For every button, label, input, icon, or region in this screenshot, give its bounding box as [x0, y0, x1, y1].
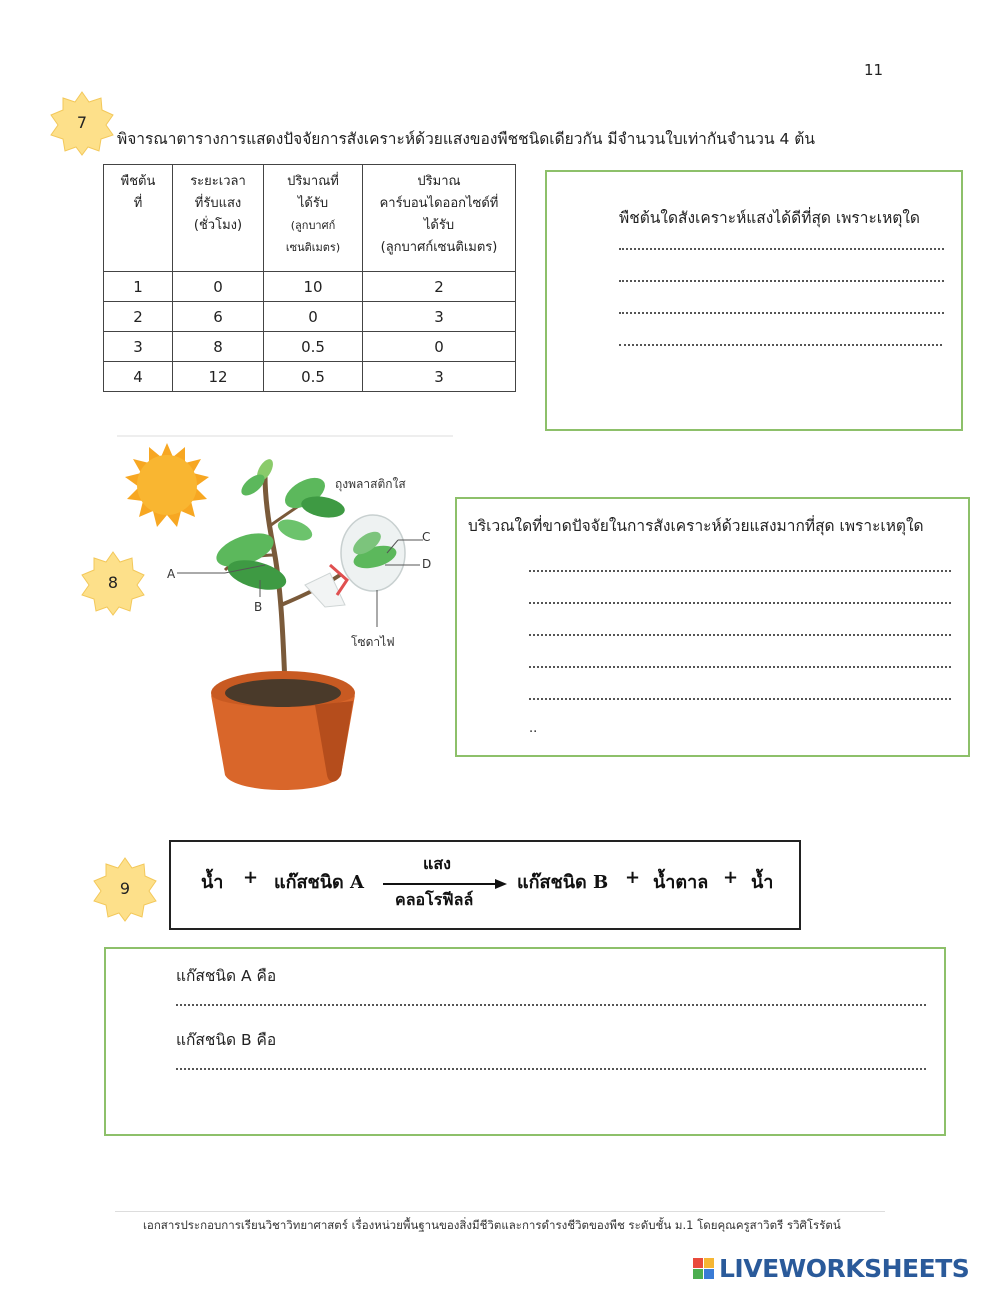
gas-a-answer-line[interactable] — [176, 1003, 926, 1006]
caustic-soda-label: โซดาไฟ — [351, 635, 395, 649]
question-7-number: 7 — [76, 113, 88, 132]
sun-icon — [125, 443, 209, 527]
logo-square-icon — [693, 1269, 703, 1279]
table-cell: 2 — [104, 302, 173, 332]
equation-plus: + — [723, 867, 739, 888]
question-8-number: 8 — [107, 573, 119, 592]
logo-square-icon — [693, 1258, 703, 1268]
header-line: (ลูกบาศก์เซนติเมตร) — [380, 240, 498, 255]
table-cell: 0 — [264, 302, 363, 332]
logo-text: LIVEWORKSHEETS — [719, 1254, 970, 1283]
table-cell: 10 — [264, 272, 363, 302]
answer-line[interactable] — [619, 343, 942, 346]
table-header-co2 — [363, 165, 516, 272]
equation-sugar: น้ำตาล — [653, 872, 709, 893]
table-row — [104, 332, 516, 362]
table-cell: 12 — [173, 362, 264, 392]
answer-line[interactable] — [529, 633, 951, 636]
table-cell: 3 — [363, 362, 516, 392]
table-cell: 0.5 — [264, 362, 363, 392]
answer-line[interactable] — [619, 279, 944, 282]
equation-plus: + — [243, 867, 259, 888]
label-d: D — [422, 557, 432, 571]
logo-square-icon — [704, 1258, 714, 1268]
photosynthesis-equation — [169, 840, 801, 930]
equation-gas-b: แก๊สชนิด B — [517, 872, 609, 893]
table-header-amount — [264, 165, 363, 272]
equation-gas-a: แก๊สชนิด A — [274, 872, 364, 893]
table-header-row — [104, 165, 516, 272]
question-9-badge — [92, 856, 158, 922]
question-9-answer-box — [104, 947, 946, 1136]
answer-line[interactable] — [529, 569, 951, 572]
footer-text: เอกสารประกอบการเรียนวิชาวิทยาศาสตร์ เรื่องหน่วยพื้นฐานของสิ่งมีชีวิตและการดำรงชีวิตของพืช ระดับชั้น ม.1 โดยคุณครูสาวิตรี รวิศิโรรัตน์ — [143, 1218, 841, 1232]
header-line: คาร์บอนไดออกไซด์ที่ — [379, 196, 499, 211]
page-number: 11 — [864, 61, 884, 79]
equation-chlorophyll: คลอโรฟีลล์ — [395, 890, 474, 909]
header-line: ได้รับ — [297, 196, 329, 211]
answer-line[interactable] — [529, 697, 951, 700]
question-7-badge — [49, 90, 115, 156]
header-line: (ชั่วโมง) — [193, 218, 243, 233]
question-7-answer-box — [545, 170, 963, 431]
table-cell: 0.5 — [264, 332, 363, 362]
header-line: ที่ — [133, 196, 143, 211]
table-cell: 3 — [363, 302, 516, 332]
question-8-prompt: บริเวณใดที่ขาดปัจจัยในการสังเคราะห์ด้วยแสงมากที่สุด เพราะเหตุใด — [468, 517, 924, 535]
equation-plus: + — [625, 867, 641, 888]
table-row — [104, 302, 516, 332]
gas-a-prompt: แก๊สชนิด A คือ — [176, 967, 277, 985]
header-line: ที่รับแสง — [194, 196, 242, 211]
plastic-bag-label: ถุงพลาสติกใส — [335, 477, 406, 491]
question-8-answer-box — [455, 497, 970, 757]
answer-line[interactable] — [619, 311, 944, 314]
question-7-prompt: พืชต้นใดสังเคราะห์แสงได้ดีที่สุด เพราะเหตุใด — [619, 209, 921, 227]
header-line: พืชต้น — [120, 174, 156, 189]
answer-line[interactable] — [619, 247, 944, 250]
table-header-light-duration — [173, 165, 264, 272]
table-row — [104, 362, 516, 392]
header-line: ระยะเวลา — [190, 174, 246, 189]
answer-line[interactable] — [529, 601, 951, 604]
question-9-number: 9 — [119, 879, 131, 898]
header-line: ปริมาณที่ — [287, 174, 339, 189]
label-a: A — [167, 567, 176, 581]
equation-light: แสง — [423, 854, 451, 873]
photosynthesis-factors-table — [103, 164, 516, 392]
gas-b-answer-line[interactable] — [176, 1067, 926, 1070]
footer-divider — [115, 1211, 885, 1212]
table-cell: 6 — [173, 302, 264, 332]
answer-line-tail: .. — [529, 721, 538, 736]
table-cell: 2 — [363, 272, 516, 302]
table-cell: 4 — [104, 362, 173, 392]
question-7-title: พิจารณาตารางการแสดงปัจจัยการสังเคราะห์ด้วยแสงของพืชชนิดเดียวกัน มีจำนวนใบเท่ากันจำนวน 4 ต้น — [117, 130, 815, 148]
table-cell: 3 — [104, 332, 173, 362]
table-row — [104, 272, 516, 302]
header-line: ปริมาณ — [417, 174, 461, 189]
label-c: C — [422, 530, 431, 544]
equation-water: น้ำ — [751, 872, 774, 893]
header-line: ได้รับ — [423, 218, 455, 233]
equation-water: น้ำ — [201, 872, 224, 893]
table-cell: 0 — [363, 332, 516, 362]
table-cell: 1 — [104, 272, 173, 302]
logo-square-icon — [704, 1269, 714, 1279]
table-cell: 0 — [173, 272, 264, 302]
table-cell: 8 — [173, 332, 264, 362]
gas-b-prompt: แก๊สชนิด B คือ — [176, 1031, 277, 1049]
label-b: B — [254, 600, 263, 614]
header-unit: (ลูกบาศก์ เซนติเมตร) — [285, 219, 341, 254]
table-header-plant — [104, 165, 173, 272]
answer-line[interactable] — [529, 665, 951, 668]
plant-experiment-illustration — [115, 435, 455, 805]
